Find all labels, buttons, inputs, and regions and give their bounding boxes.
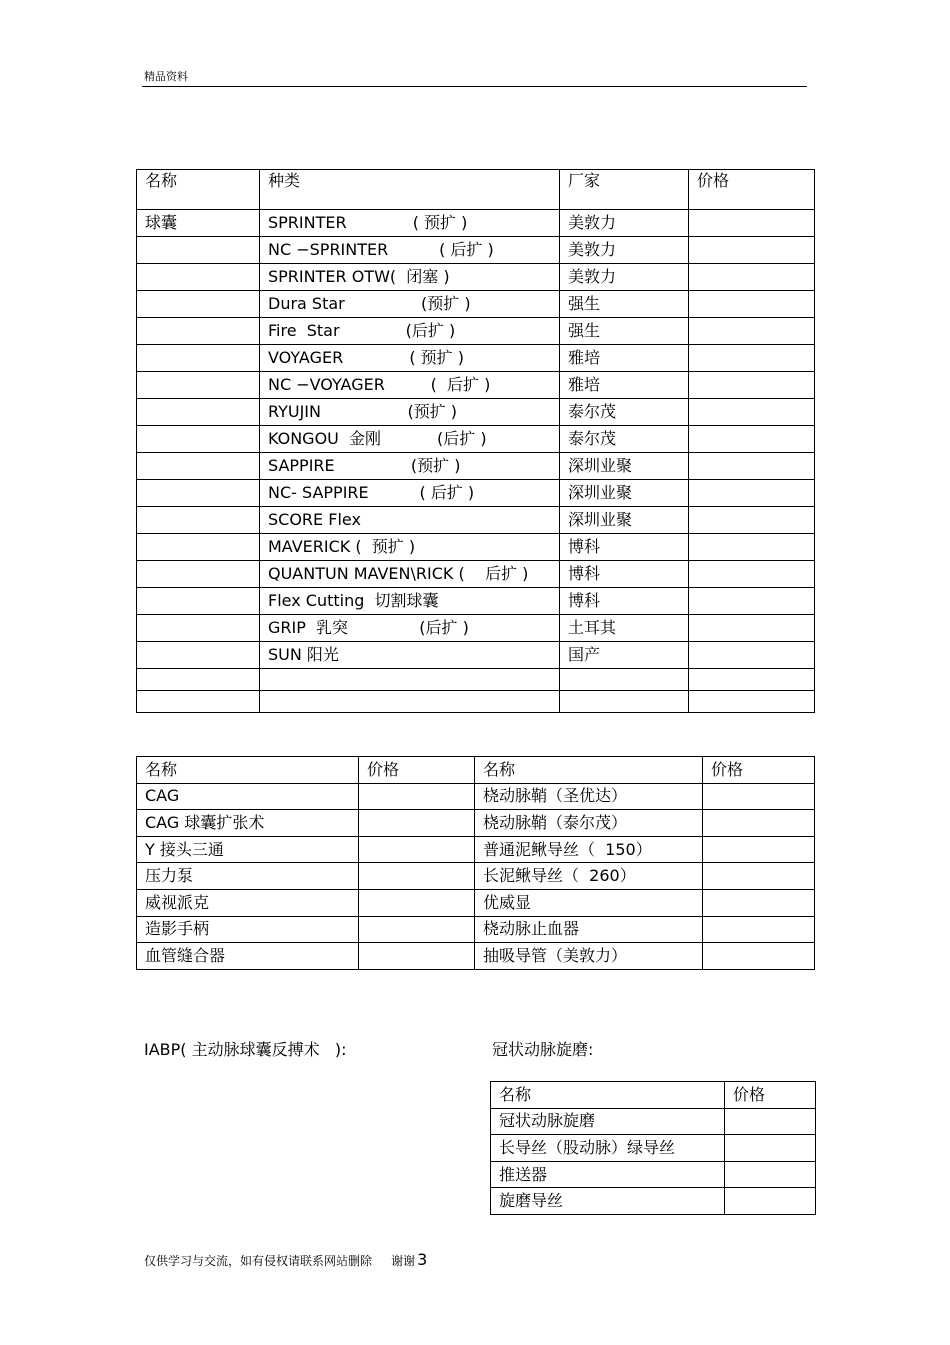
table-cell: Y 接头三通: [137, 836, 359, 863]
table-cell: 泰尔茂: [560, 426, 689, 453]
table-cell: [137, 453, 260, 480]
table-cell: SAPPIRE (预扩 ): [260, 453, 560, 480]
table-cell: CAG: [137, 783, 359, 810]
rotablation-table: [490, 1081, 816, 1215]
table-cell: KONGOU 金刚 (后扩 ): [260, 426, 560, 453]
table-cell: 造影手柄: [137, 916, 359, 943]
table-cell: 博科: [560, 534, 689, 561]
table-cell: [137, 615, 260, 642]
table-cell: 旋磨导丝: [491, 1188, 725, 1215]
header-cell: 种类: [260, 170, 560, 210]
header-cell: 名称: [137, 170, 260, 210]
table-cell: 桡动脉止血器: [475, 916, 703, 943]
table-cell: [689, 264, 815, 291]
table-row: [137, 691, 815, 713]
table-header-row: [491, 1082, 816, 1109]
table-cell: 博科: [560, 561, 689, 588]
table-cell: 桡动脉鞘（泰尔茂）: [475, 810, 703, 837]
table-cell: 长导丝（股动脉）绿导丝: [491, 1135, 725, 1162]
table-row: [137, 615, 815, 642]
table-cell: NC −SPRINTER ( 后扩 ): [260, 237, 560, 264]
table-cell: [260, 669, 560, 691]
table-row: [137, 943, 815, 970]
table-row: [137, 426, 815, 453]
table-cell: [359, 943, 475, 970]
table-cell: 冠状动脉旋磨: [491, 1108, 725, 1135]
header-cell: 名称: [491, 1082, 725, 1109]
header-cell: 名称: [137, 757, 359, 784]
table-row: [137, 372, 815, 399]
table-cell: [137, 399, 260, 426]
header-rule: [142, 86, 807, 87]
header-cell: 价格: [703, 757, 815, 784]
table-cell: VOYAGER ( 预扩 ): [260, 345, 560, 372]
table-cell: 威视派克: [137, 889, 359, 916]
table-cell: 深圳业聚: [560, 453, 689, 480]
table-cell: [703, 889, 815, 916]
table-cell: [359, 863, 475, 890]
table-cell: [703, 863, 815, 890]
table-cell: [689, 372, 815, 399]
table-cell: [137, 318, 260, 345]
table-row: [137, 210, 815, 237]
table-header-row: [137, 170, 815, 210]
table-cell: Flex Cutting 切割球囊: [260, 588, 560, 615]
table-cell: MAVERICK ( 预扩 ): [260, 534, 560, 561]
table-row: [137, 399, 815, 426]
table-cell: 强生: [560, 291, 689, 318]
table-row: [491, 1188, 816, 1215]
table-cell: [689, 669, 815, 691]
table-cell: 国产: [560, 642, 689, 669]
table-cell: [560, 691, 689, 713]
table-cell: NC- SAPPIRE ( 后扩 ): [260, 480, 560, 507]
table-cell: 博科: [560, 588, 689, 615]
table-cell: [689, 691, 815, 713]
table-row: [137, 345, 815, 372]
table-row: [137, 291, 815, 318]
table-cell: [725, 1135, 816, 1162]
table-cell: 长泥鳅导丝（ 260）: [475, 863, 703, 890]
table-row: [137, 863, 815, 890]
table-row: [137, 642, 815, 669]
table-cell: 优威显: [475, 889, 703, 916]
table-row: [137, 588, 815, 615]
page-footer: [144, 1250, 427, 1269]
table-row: [137, 534, 815, 561]
table-header-row: [137, 757, 815, 784]
table-cell: NC −VOYAGER ( 后扩 ): [260, 372, 560, 399]
table-cell: [703, 943, 815, 970]
table-cell: [359, 783, 475, 810]
table-cell: 球囊: [137, 210, 260, 237]
table-row: [137, 889, 815, 916]
page-header-text: 精品资料: [144, 70, 188, 83]
table-cell: SUN 阳光: [260, 642, 560, 669]
table-cell: [359, 916, 475, 943]
table-cell: [689, 615, 815, 642]
table-cell: QUANTUN MAVEN\RICK ( 后扩 ): [260, 561, 560, 588]
table-cell: 美敦力: [560, 210, 689, 237]
table-cell: [689, 534, 815, 561]
table-cell: [689, 426, 815, 453]
consumables-table: [136, 756, 815, 970]
table-cell: [137, 237, 260, 264]
table-cell: [359, 810, 475, 837]
header-cell: 价格: [725, 1082, 816, 1109]
table-row: [137, 783, 815, 810]
table-row: [491, 1161, 816, 1188]
table-cell: [725, 1161, 816, 1188]
table-cell: Dura Star (预扩 ): [260, 291, 560, 318]
table-cell: [689, 210, 815, 237]
table-cell: 深圳业聚: [560, 507, 689, 534]
table-cell: [137, 264, 260, 291]
table-cell: [137, 426, 260, 453]
table-cell: [560, 669, 689, 691]
rotablation-label: 冠状动脉旋磨:: [492, 1040, 594, 1059]
table-cell: 雅培: [560, 345, 689, 372]
table-cell: [137, 345, 260, 372]
table-cell: [137, 588, 260, 615]
table-cell: 压力泵: [137, 863, 359, 890]
table-row: [137, 237, 815, 264]
table-cell: [725, 1188, 816, 1215]
table-cell: SCORE Flex: [260, 507, 560, 534]
table-row: [137, 453, 815, 480]
table-row: [137, 318, 815, 345]
table-cell: [689, 237, 815, 264]
table-cell: [137, 691, 260, 713]
table-cell: [689, 291, 815, 318]
table-cell: [689, 561, 815, 588]
table-cell: [703, 836, 815, 863]
table-cell: [703, 810, 815, 837]
table-cell: [689, 480, 815, 507]
table-cell: [689, 318, 815, 345]
table-cell: 泰尔茂: [560, 399, 689, 426]
table-cell: SPRINTER ( 预扩 ): [260, 210, 560, 237]
iabp-label: IABP( 主动脉球囊反搏术 ):: [144, 1040, 347, 1059]
table-cell: GRIP 乳突 (后扩 ): [260, 615, 560, 642]
table-cell: [689, 642, 815, 669]
table-cell: [689, 453, 815, 480]
table-cell: [137, 669, 260, 691]
table-cell: [725, 1108, 816, 1135]
table-cell: [703, 783, 815, 810]
header-cell: 价格: [689, 170, 815, 210]
table-row: [137, 507, 815, 534]
table-cell: [137, 372, 260, 399]
table-cell: [689, 507, 815, 534]
table-cell: 雅培: [560, 372, 689, 399]
table-cell: 美敦力: [560, 237, 689, 264]
header-cell: 价格: [359, 757, 475, 784]
table-cell: SPRINTER OTW( 闭塞 ): [260, 264, 560, 291]
table-cell: [689, 399, 815, 426]
table-row: [137, 264, 815, 291]
footer-text: 仅供学习与交流，如有侵权请联系网站删除 谢谢: [144, 1254, 416, 1268]
table-cell: [359, 889, 475, 916]
table-cell: 深圳业聚: [560, 480, 689, 507]
page-number: 3: [417, 1250, 428, 1269]
table-cell: Fire Star (后扩 ): [260, 318, 560, 345]
table-cell: 血管缝合器: [137, 943, 359, 970]
table-row: [137, 836, 815, 863]
table-cell: [137, 561, 260, 588]
table-cell: RYUJIN (预扩 ): [260, 399, 560, 426]
table-row: [491, 1135, 816, 1162]
table-cell: [137, 291, 260, 318]
table-row: [137, 561, 815, 588]
table-cell: 强生: [560, 318, 689, 345]
table-cell: [689, 345, 815, 372]
table-cell: 普通泥鳅导丝（ 150）: [475, 836, 703, 863]
table-row: [491, 1108, 816, 1135]
table-cell: [689, 588, 815, 615]
table-cell: 桡动脉鞘（圣优达）: [475, 783, 703, 810]
table-cell: [703, 916, 815, 943]
table-cell: [137, 507, 260, 534]
table-cell: 推送器: [491, 1161, 725, 1188]
table-row: [137, 669, 815, 691]
table-cell: 美敦力: [560, 264, 689, 291]
header-cell: 名称: [475, 757, 703, 784]
table-row: [137, 916, 815, 943]
table-cell: [137, 480, 260, 507]
table-cell: [359, 836, 475, 863]
header-cell: 厂家: [560, 170, 689, 210]
balloon-table: [136, 169, 815, 713]
table-row: [137, 480, 815, 507]
table-cell: [260, 691, 560, 713]
table-cell: [137, 534, 260, 561]
table-cell: CAG 球囊扩张术: [137, 810, 359, 837]
table-cell: 土耳其: [560, 615, 689, 642]
table-cell: 抽吸导管（美敦力）: [475, 943, 703, 970]
table-cell: [137, 642, 260, 669]
table-row: [137, 810, 815, 837]
